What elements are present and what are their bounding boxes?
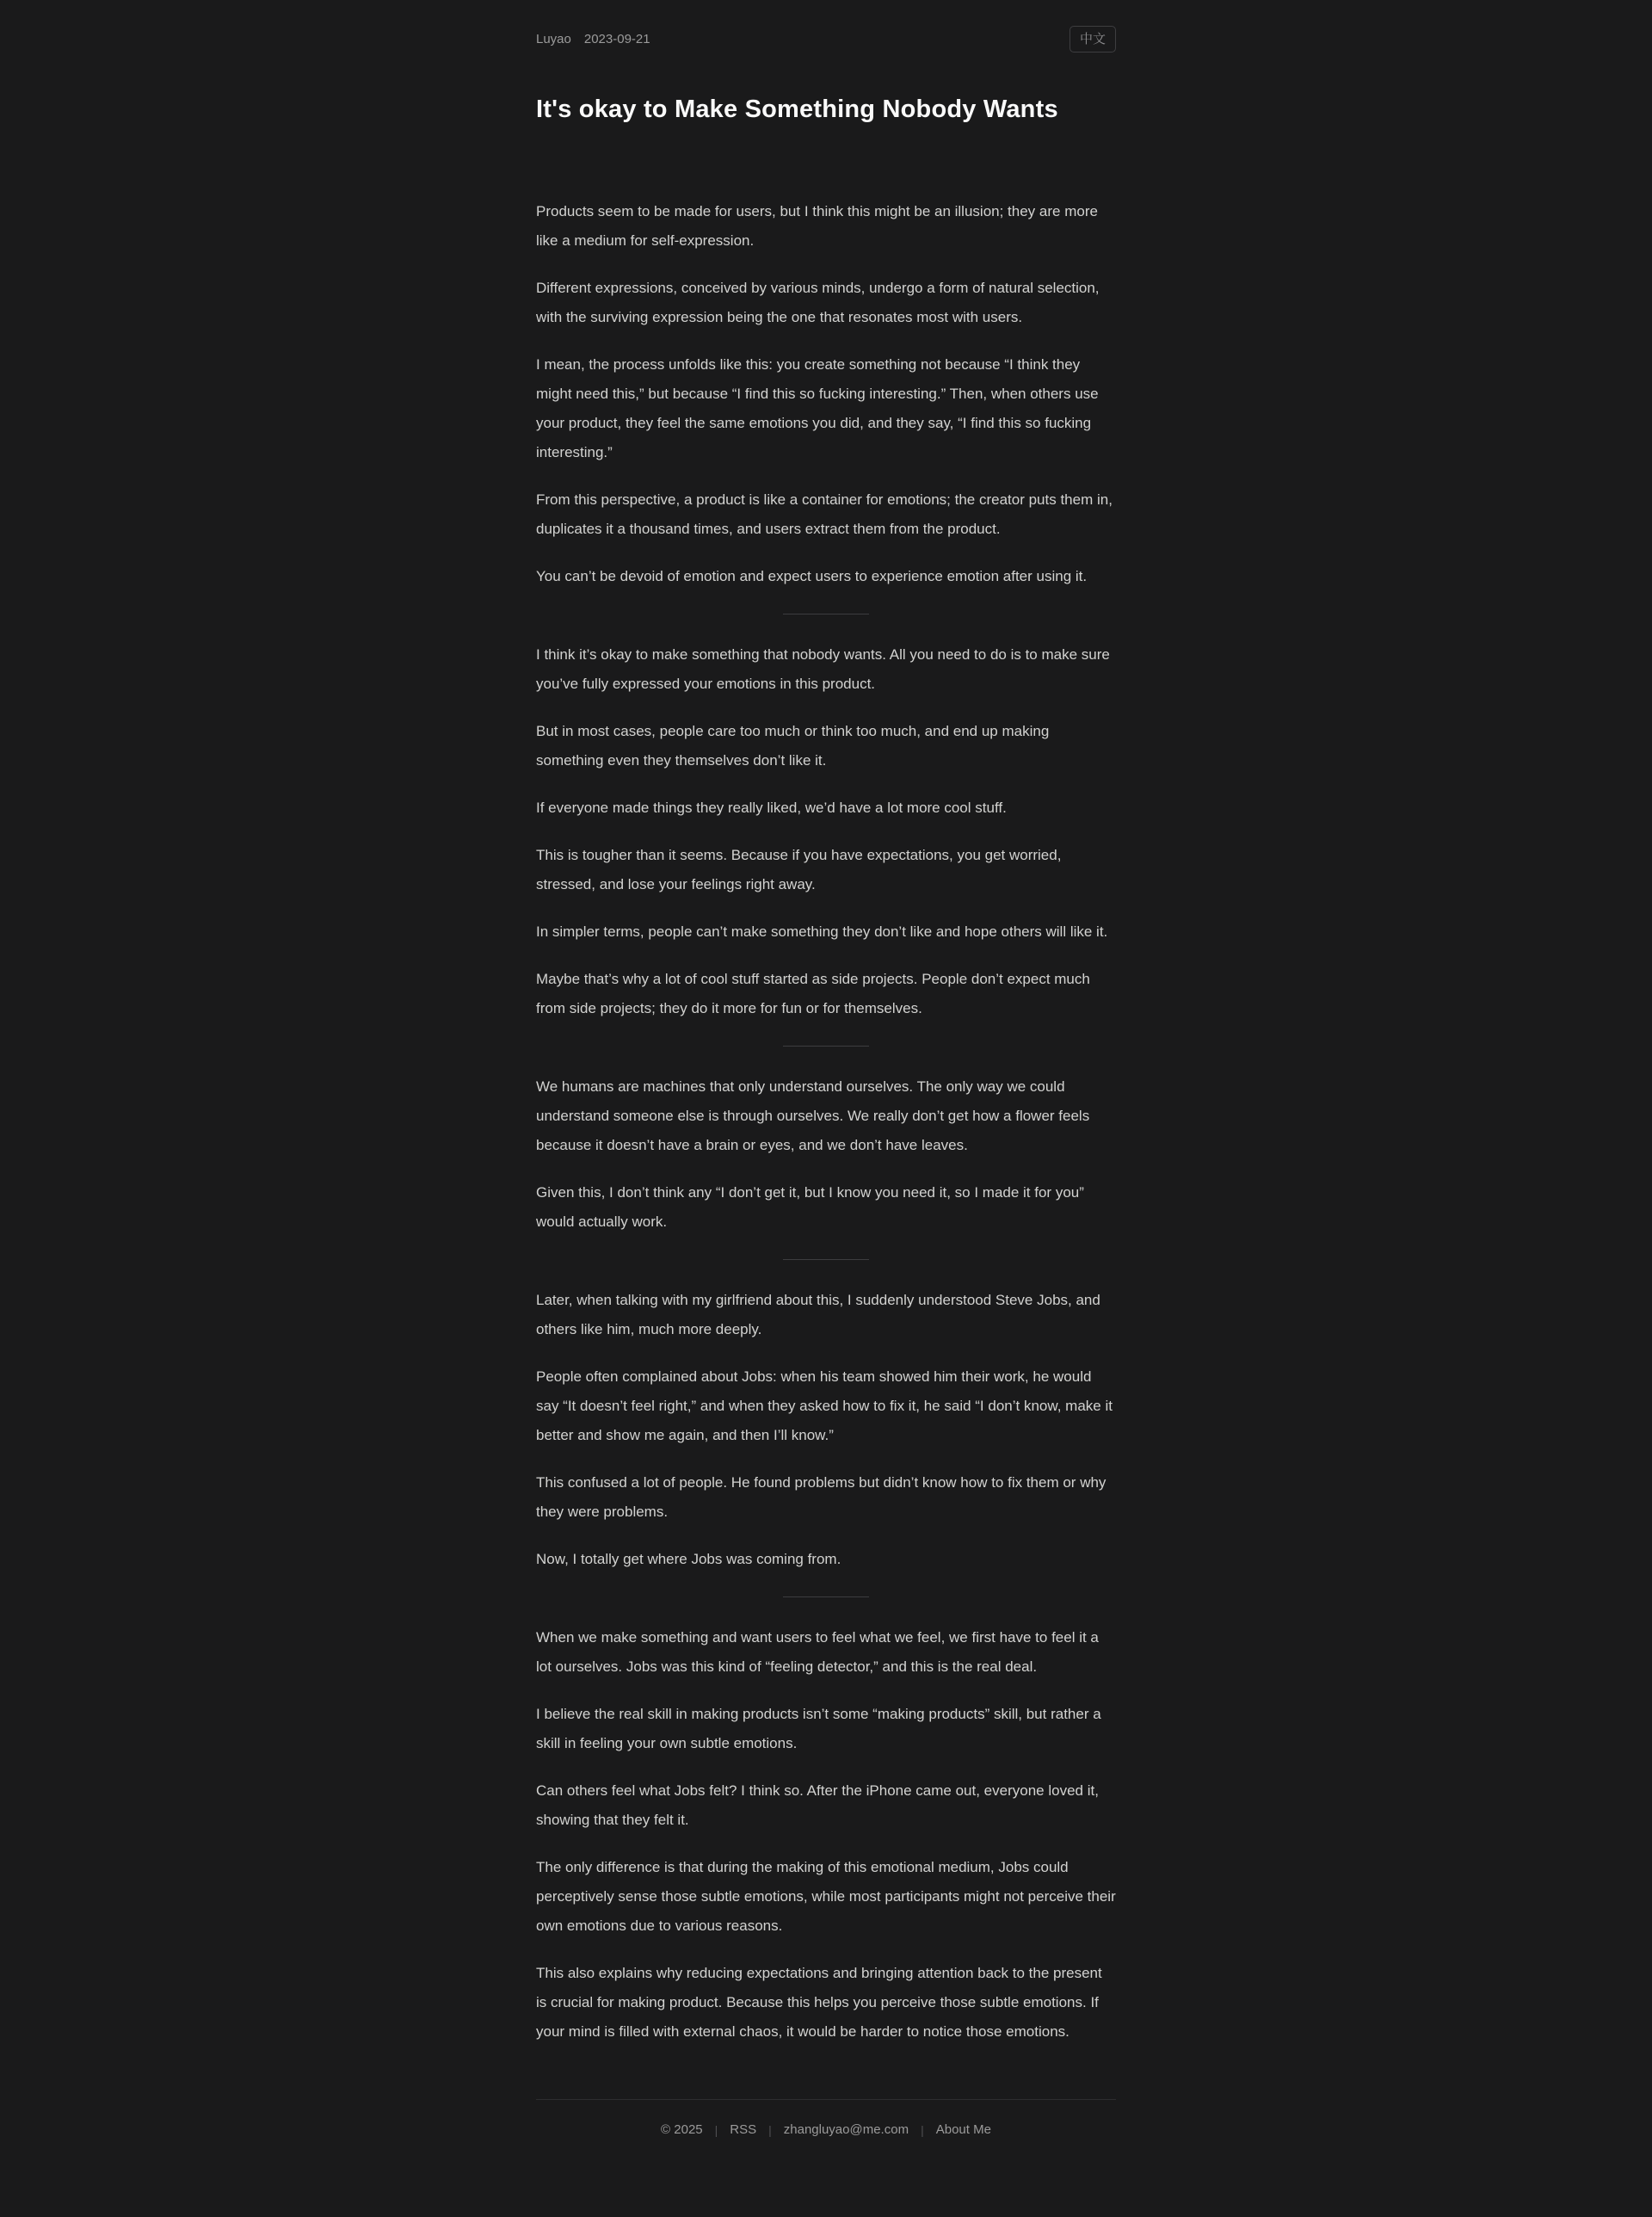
footer-separator: | xyxy=(714,2122,718,2137)
post-header xyxy=(536,26,1116,52)
copyright: © 2025 xyxy=(661,2122,703,2137)
section-divider xyxy=(783,1596,869,1597)
paragraph: This also explains why reducing expectations and bringing attention back to the present is crucial for making product. Because this helps you perceive those subtle emotions. If your mind is filled with external chaos, it would be harder to notice those emotions. xyxy=(536,1965,1102,2040)
section-divider xyxy=(783,1046,869,1047)
paragraph: We humans are machines that only understand ourselves. The only way we could understand someone else is through ourselves. We really don’t get how a flower feels because it doesn’t have a brain or eyes, and we don’t have leaves. xyxy=(536,1078,1090,1153)
language-toggle-button[interactable]: 中文 xyxy=(1069,26,1116,52)
paragraph: I mean, the process unfolds like this: you create something not because “I think they might need this,” but because “I find this so fucking interesting.” Then, when others use your product, they feel the same emotions you did, and they say, “I find this so fucking interesting.” xyxy=(536,356,1099,460)
paragraph: People often complained about Jobs: when his team showed him their work, he would say “It doesn’t feel right,” and when they asked how to fix it, he said “I don’t know, make it better and show me again, and then I’ll know.” xyxy=(536,1368,1113,1443)
paragraph: Can others feel what Jobs felt? I think so. After the iPhone came out, everyone loved it, showing that they felt it. xyxy=(536,1782,1099,1828)
paragraph: I think it’s okay to make something that nobody wants. All you need to do is to make sure you’ve fully expressed your emotions in this product. xyxy=(536,646,1110,692)
paragraph: This confused a lot of people. He found problems but didn’t know how to fix them or why they were problems. xyxy=(536,1474,1106,1520)
paragraph: Different expressions, conceived by various minds, undergo a form of natural selection, with the surviving expression being the one that resonates most with users. xyxy=(536,280,1100,325)
paragraph: This is tougher than it seems. Because if you have expectations, you get worried, stressed, and lose your feelings right away. xyxy=(536,847,1062,892)
paragraph: You can’t be devoid of emotion and expect users to experience emotion after using it. xyxy=(536,568,1088,584)
paragraph: If everyone made things they really liked, we’d have a lot more cool stuff. xyxy=(536,800,1007,816)
footer-separator: | xyxy=(768,2122,772,2137)
paragraph: Given this, I don’t think any “I don’t get it, but I know you need it, so I made it for you” would actually work. xyxy=(536,1184,1084,1230)
author: Luyao xyxy=(536,32,571,46)
post-meta xyxy=(536,32,650,46)
footer-rule xyxy=(536,2099,1116,2100)
site-footer xyxy=(536,2099,1116,2187)
paragraph: When we make something and want users to feel what we feel, we first have to feel it a lot ourselves. Jobs was this kind of “feeling detector,” and this is the real deal. xyxy=(536,1629,1099,1675)
paragraph: I believe the real skill in making products isn’t some “making products” skill, but rather a skill in feeling your own subtle emotions. xyxy=(536,1706,1101,1751)
paragraph: The only difference is that during the making of this emotional medium, Jobs could perceptively sense those subtle emotions, while most participants might not perceive their own emotions due to various reasons. xyxy=(536,1859,1116,1934)
paragraph: In simpler terms, people can’t make something they don’t like and hope others will like it. xyxy=(536,923,1108,940)
paragraph: From this perspective, a product is like a container for emotions; the creator puts them in, duplicates it a thousand times, and users extract them from the product. xyxy=(536,491,1113,537)
post-date: 2023-09-21 xyxy=(583,32,650,46)
paragraph: Later, when talking with my girlfriend about this, I suddenly understood Steve Jobs, and others like him, much more deeply. xyxy=(536,1292,1100,1337)
email-link[interactable]: zhangluyao@me.com xyxy=(783,2122,909,2137)
post-body xyxy=(536,197,1116,2047)
footer-nav xyxy=(536,2122,1116,2137)
rss-link[interactable]: RSS xyxy=(730,2122,757,2137)
about-link[interactable]: About Me xyxy=(935,2122,991,2137)
paragraph: Maybe that’s why a lot of cool stuff started as side projects. People don’t expect much from side projects; they do it more for fun or for themselves. xyxy=(536,971,1090,1016)
footer-separator: | xyxy=(921,2122,924,2137)
paragraph: Products seem to be made for users, but I think this might be an illusion; they are more like a medium for self-expression. xyxy=(536,203,1098,249)
page xyxy=(536,26,1116,2187)
paragraph: Now, I totally get where Jobs was coming from. xyxy=(536,1551,841,1567)
paragraph: But in most cases, people care too much or think too much, and end up making something even they themselves don’t like it. xyxy=(536,723,1050,769)
section-divider xyxy=(783,1259,869,1260)
post-title: It's okay to Make Something Nobody Wants xyxy=(536,96,1058,123)
